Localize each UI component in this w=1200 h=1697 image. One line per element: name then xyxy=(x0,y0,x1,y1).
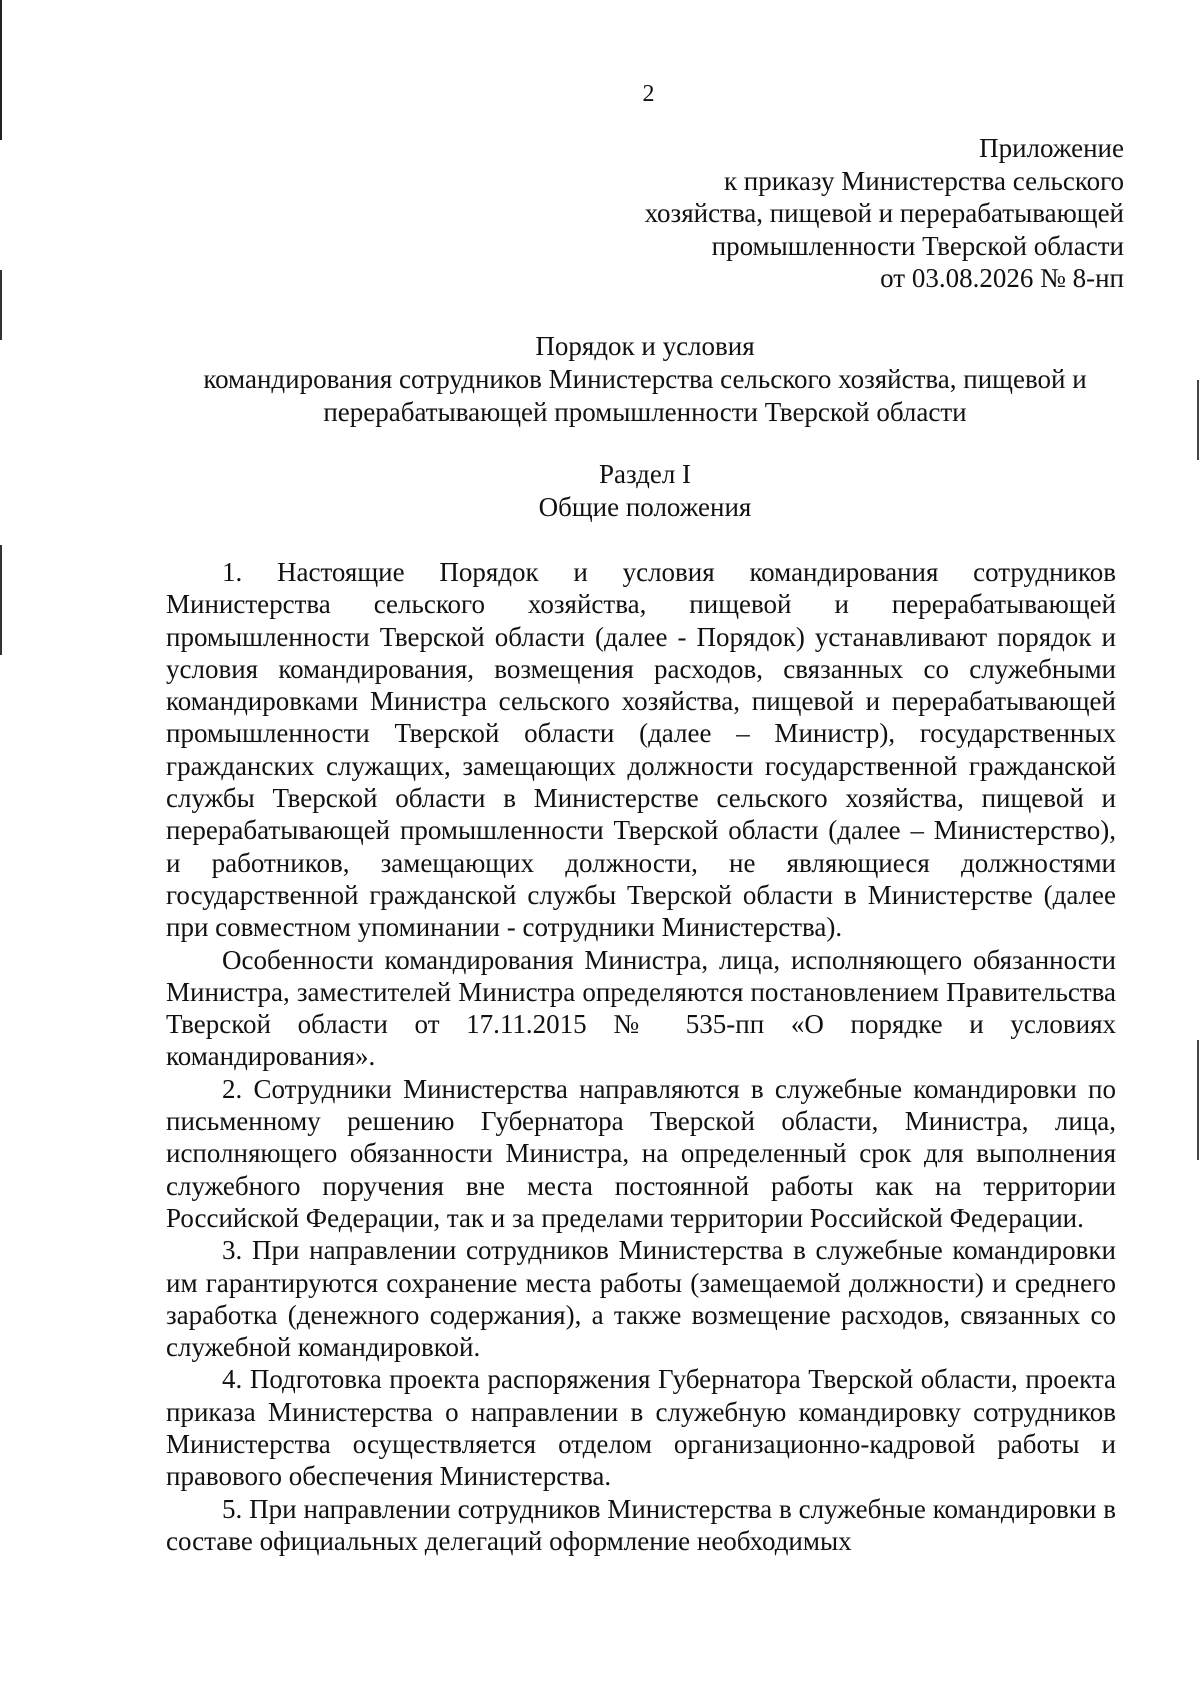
scan-edge-mark xyxy=(0,270,2,340)
appendix-line: Приложение xyxy=(979,133,1124,163)
document-body xyxy=(166,556,1116,1557)
section-number: Раздел I xyxy=(598,459,692,489)
appendix-block xyxy=(524,132,1124,295)
scan-edge-mark xyxy=(0,0,2,140)
section-name: Общие положения xyxy=(538,492,752,522)
paragraph: Особенности командирования Министра, лица, исполняющего обязанности Министра, заместителей Министра определяются постановлением Правительства Тверской области от 17.11.2015 № 535-пп «О порядке и условиях командирования». xyxy=(166,944,1116,1072)
page-number: 2 xyxy=(642,81,655,107)
title-line: перерабатывающей промышленности Тверской области xyxy=(323,397,967,427)
scan-edge-mark xyxy=(1197,380,1199,460)
paragraph: 5. При направлении сотрудников Министерства в служебные командировки в составе официальных делегаций оформление необходимых xyxy=(166,1493,1116,1556)
paragraph: 3. При направлении сотрудников Министерства в служебные командировки им гарантируются сохранение места работы (замещаемой должности) и среднего заработка (денежного содержания), а также возмещение расходов, связанных со служебной командировкой. xyxy=(166,1235,1116,1363)
appendix-line: к приказу Министерства сельского xyxy=(723,165,1124,196)
scan-edge-mark xyxy=(1197,1040,1199,1160)
title-line: командирования сотрудников Министерства сельского хозяйства, пищевой и xyxy=(203,364,1087,394)
appendix-line: промышленности Тверской области xyxy=(711,230,1124,261)
document-title xyxy=(130,330,1160,429)
appendix-line: хозяйства, пищевой и перерабатывающей xyxy=(644,198,1124,228)
paragraph: 2. Сотрудники Министерства направляются в служебные командировки по письменному решению Губернатора Тверской области, Министра, лица, исполняющего обязанности Министра, на определенный срок для выполнения служебного поручения вне места постоянной работы как на территории Российской Федерации, так и за пределами территории Российской Федерации. xyxy=(166,1073,1116,1233)
title-line: Порядок и условия xyxy=(535,331,755,361)
paragraph: 4. Подготовка проекта распоряжения Губернатора Тверской области, проекта приказа Министерства о направлении в служебную командировку сотрудников Министерства осуществляется отделом организационно-кадровой работы и правового обеспечения Министерства. xyxy=(166,1364,1116,1492)
scan-edge-mark xyxy=(0,545,2,655)
paragraph: 1. Настоящие Порядок и условия командирования сотрудников Министерства сельского хозяйства, пищевой и перерабатывающей промышленности Тверской области (далее - Порядок) устанавливают порядок и условия командирования, возмещения расходов, связанных со служебными командировками Министра сельского хозяйства, пищевой и перерабатывающей промышленности Тверской области (далее – Министр), государственных гражданских служащих, замещающих должности государственной гражданской службы Тверской области в Министерстве сельского хозяйства, пищевой и перерабатывающей промышленности Тверской области (далее – Министерство), и работников, замещающих должности, не являющиеся должностями государственной гражданской службы Тверской области в Министерстве (далее при совместном упоминании - сотрудники Министерства). xyxy=(166,557,1116,943)
section-heading xyxy=(130,458,1160,524)
appendix-line: от 03.08.2026 № 8-нп xyxy=(880,263,1124,293)
